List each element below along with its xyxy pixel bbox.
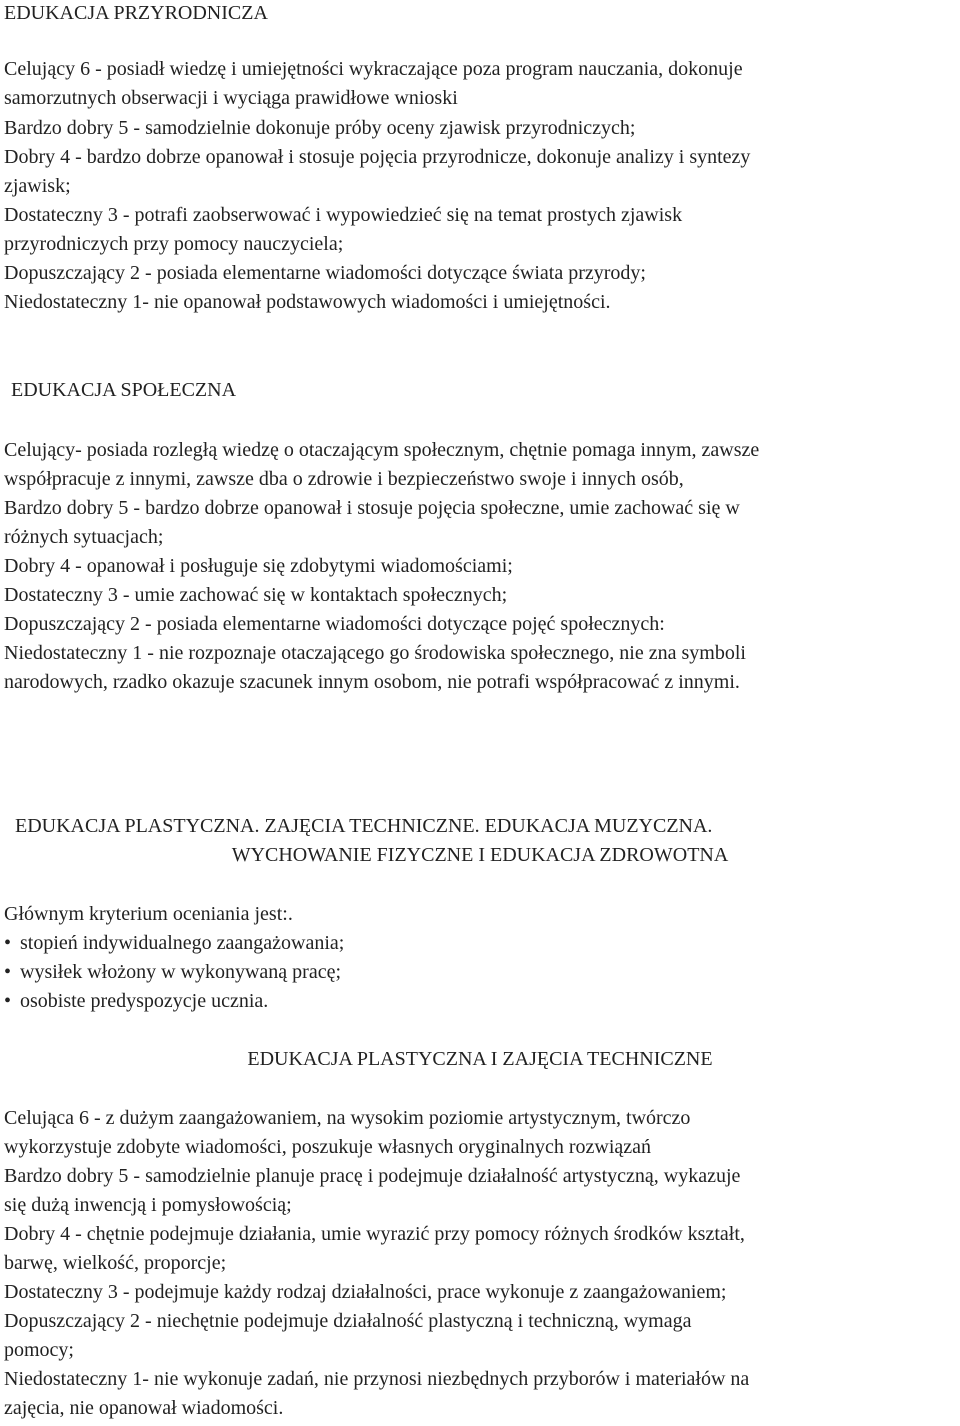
paragraph-line: współpracuje z innymi, zawsze dba o zdrowie i bezpieczeństwo swoje i innych osób,	[4, 468, 684, 490]
paragraph-line: Bardzo dobry 5 - bardzo dobrze opanował i stosuje pojęcia społeczne, umie zachować się w	[4, 497, 740, 519]
paragraph-line: Bardzo dobry 5 - samodzielnie planuje pracę i podejmuje działalność artystyczną, wykazuje	[4, 1165, 741, 1187]
paragraph-line: Celujący 6 - posiadł wiedzę i umiejętności wykraczające poza program nauczania, dokonuje	[4, 58, 743, 80]
paragraph-line: Dopuszczający 2 - posiada elementarne wiadomości dotyczące świata przyrody;	[4, 262, 646, 284]
section-title-plastyczna: EDUKACJA PLASTYCZNA I ZAJĘCIA TECHNICZNE	[247, 1048, 713, 1070]
bullet-icon: •	[4, 990, 12, 1012]
paragraph-line: różnych sytuacjach;	[4, 526, 164, 548]
paragraph-line: Niedostateczny 1 - nie rozpoznaje otaczającego go środowiska społecznego, nie zna symboli	[4, 642, 746, 664]
paragraph-line: barwę, wielkość, proporcje;	[4, 1252, 227, 1274]
paragraph-line: Dopuszczający 2 - niechętnie podejmuje działalność plastyczną i techniczną, wymaga	[4, 1310, 692, 1332]
criterion-label: Głównym kryterium oceniania jest:.	[4, 903, 293, 925]
list-item	[4, 987, 268, 1016]
section-title-artystyczne-line2: WYCHOWANIE FIZYCZNE I EDUKACJA ZDROWOTNA	[231, 844, 729, 866]
paragraph-line: się dużą inwencją i pomysłowością;	[4, 1194, 292, 1216]
paragraph-line: Niedostateczny 1- nie opanował podstawowych wiadomości i umiejętności.	[4, 291, 611, 313]
section-title-przyrodnicza: EDUKACJA PRZYRODNICZA	[4, 2, 268, 24]
section-title-spoleczna: EDUKACJA SPOŁECZNA	[11, 379, 237, 401]
paragraph-line: Dobry 4 - opanował i posługuje się zdobytymi wiadomościami;	[4, 555, 513, 577]
paragraph-line: Celujący- posiada rozległą wiedzę o otaczającym społecznym, chętnie pomaga innym, zawsze	[4, 439, 760, 461]
paragraph-line: Dopuszczający 2 - posiada elementarne wiadomości dotyczące pojęć społecznych:	[4, 613, 665, 635]
section-title-artystyczne-line1: EDUKACJA PLASTYCZNA. ZAJĘCIA TECHNICZNE. EDUKACJA MUZYCZNA.	[15, 815, 713, 837]
bullet-icon: •	[4, 932, 12, 954]
paragraph-line: wykorzystuje zdobyte wiadomości, poszukuje własnych oryginalnych rozwiązań	[4, 1136, 652, 1158]
paragraph-line: Dostateczny 3 - potrafi zaobserwować i wypowiedzieć się na temat prostych zjawisk	[4, 204, 683, 226]
list-item	[4, 958, 341, 987]
paragraph-line: Celująca 6 - z dużym zaangażowaniem, na wysokim poziomie artystycznym, twórczo	[4, 1107, 691, 1129]
paragraph-line: Dostateczny 3 - podejmuje każdy rodzaj działalności, prace wykonuje z zaangażowaniem;	[4, 1281, 727, 1303]
paragraph-line: Niedostateczny 1- nie wykonuje zadań, nie przynosi niezbędnych przyborów i materiałów na	[4, 1368, 750, 1390]
paragraph-line: pomocy;	[4, 1339, 74, 1361]
list-item-text: stopień indywidualnego zaangażowania;	[20, 932, 345, 954]
list-item	[4, 929, 344, 958]
paragraph-line: Dostateczny 3 - umie zachować się w kontaktach społecznych;	[4, 584, 508, 606]
paragraph-line: Bardzo dobry 5 - samodzielnie dokonuje próby oceny zjawisk przyrodniczych;	[4, 117, 636, 139]
paragraph-line: zjawisk;	[4, 175, 71, 197]
paragraph-line: samorzutnych obserwacji i wyciąga prawidłowe wnioski	[4, 87, 458, 109]
paragraph-line: narodowych, rzadko okazuje szacunek innym osobom, nie potrafi współpracować z innymi.	[4, 671, 740, 693]
list-item-text: osobiste predyspozycje ucznia.	[20, 990, 269, 1012]
list-item-text: wysiłek włożony w wykonywaną pracę;	[20, 961, 342, 983]
paragraph-line: przyrodniczych przy pomocy nauczyciela;	[4, 233, 344, 255]
bullet-icon: •	[4, 961, 12, 983]
paragraph-line: Dobry 4 - bardzo dobrze opanował i stosuje pojęcia przyrodnicze, dokonuje analizy i syntezy	[4, 146, 751, 168]
paragraph-line: Dobry 4 - chętnie podejmuje działania, umie wyrazić przy pomocy różnych środków kształt,	[4, 1223, 745, 1245]
paragraph-line: zajęcia, nie opanował wiadomości.	[4, 1397, 284, 1419]
